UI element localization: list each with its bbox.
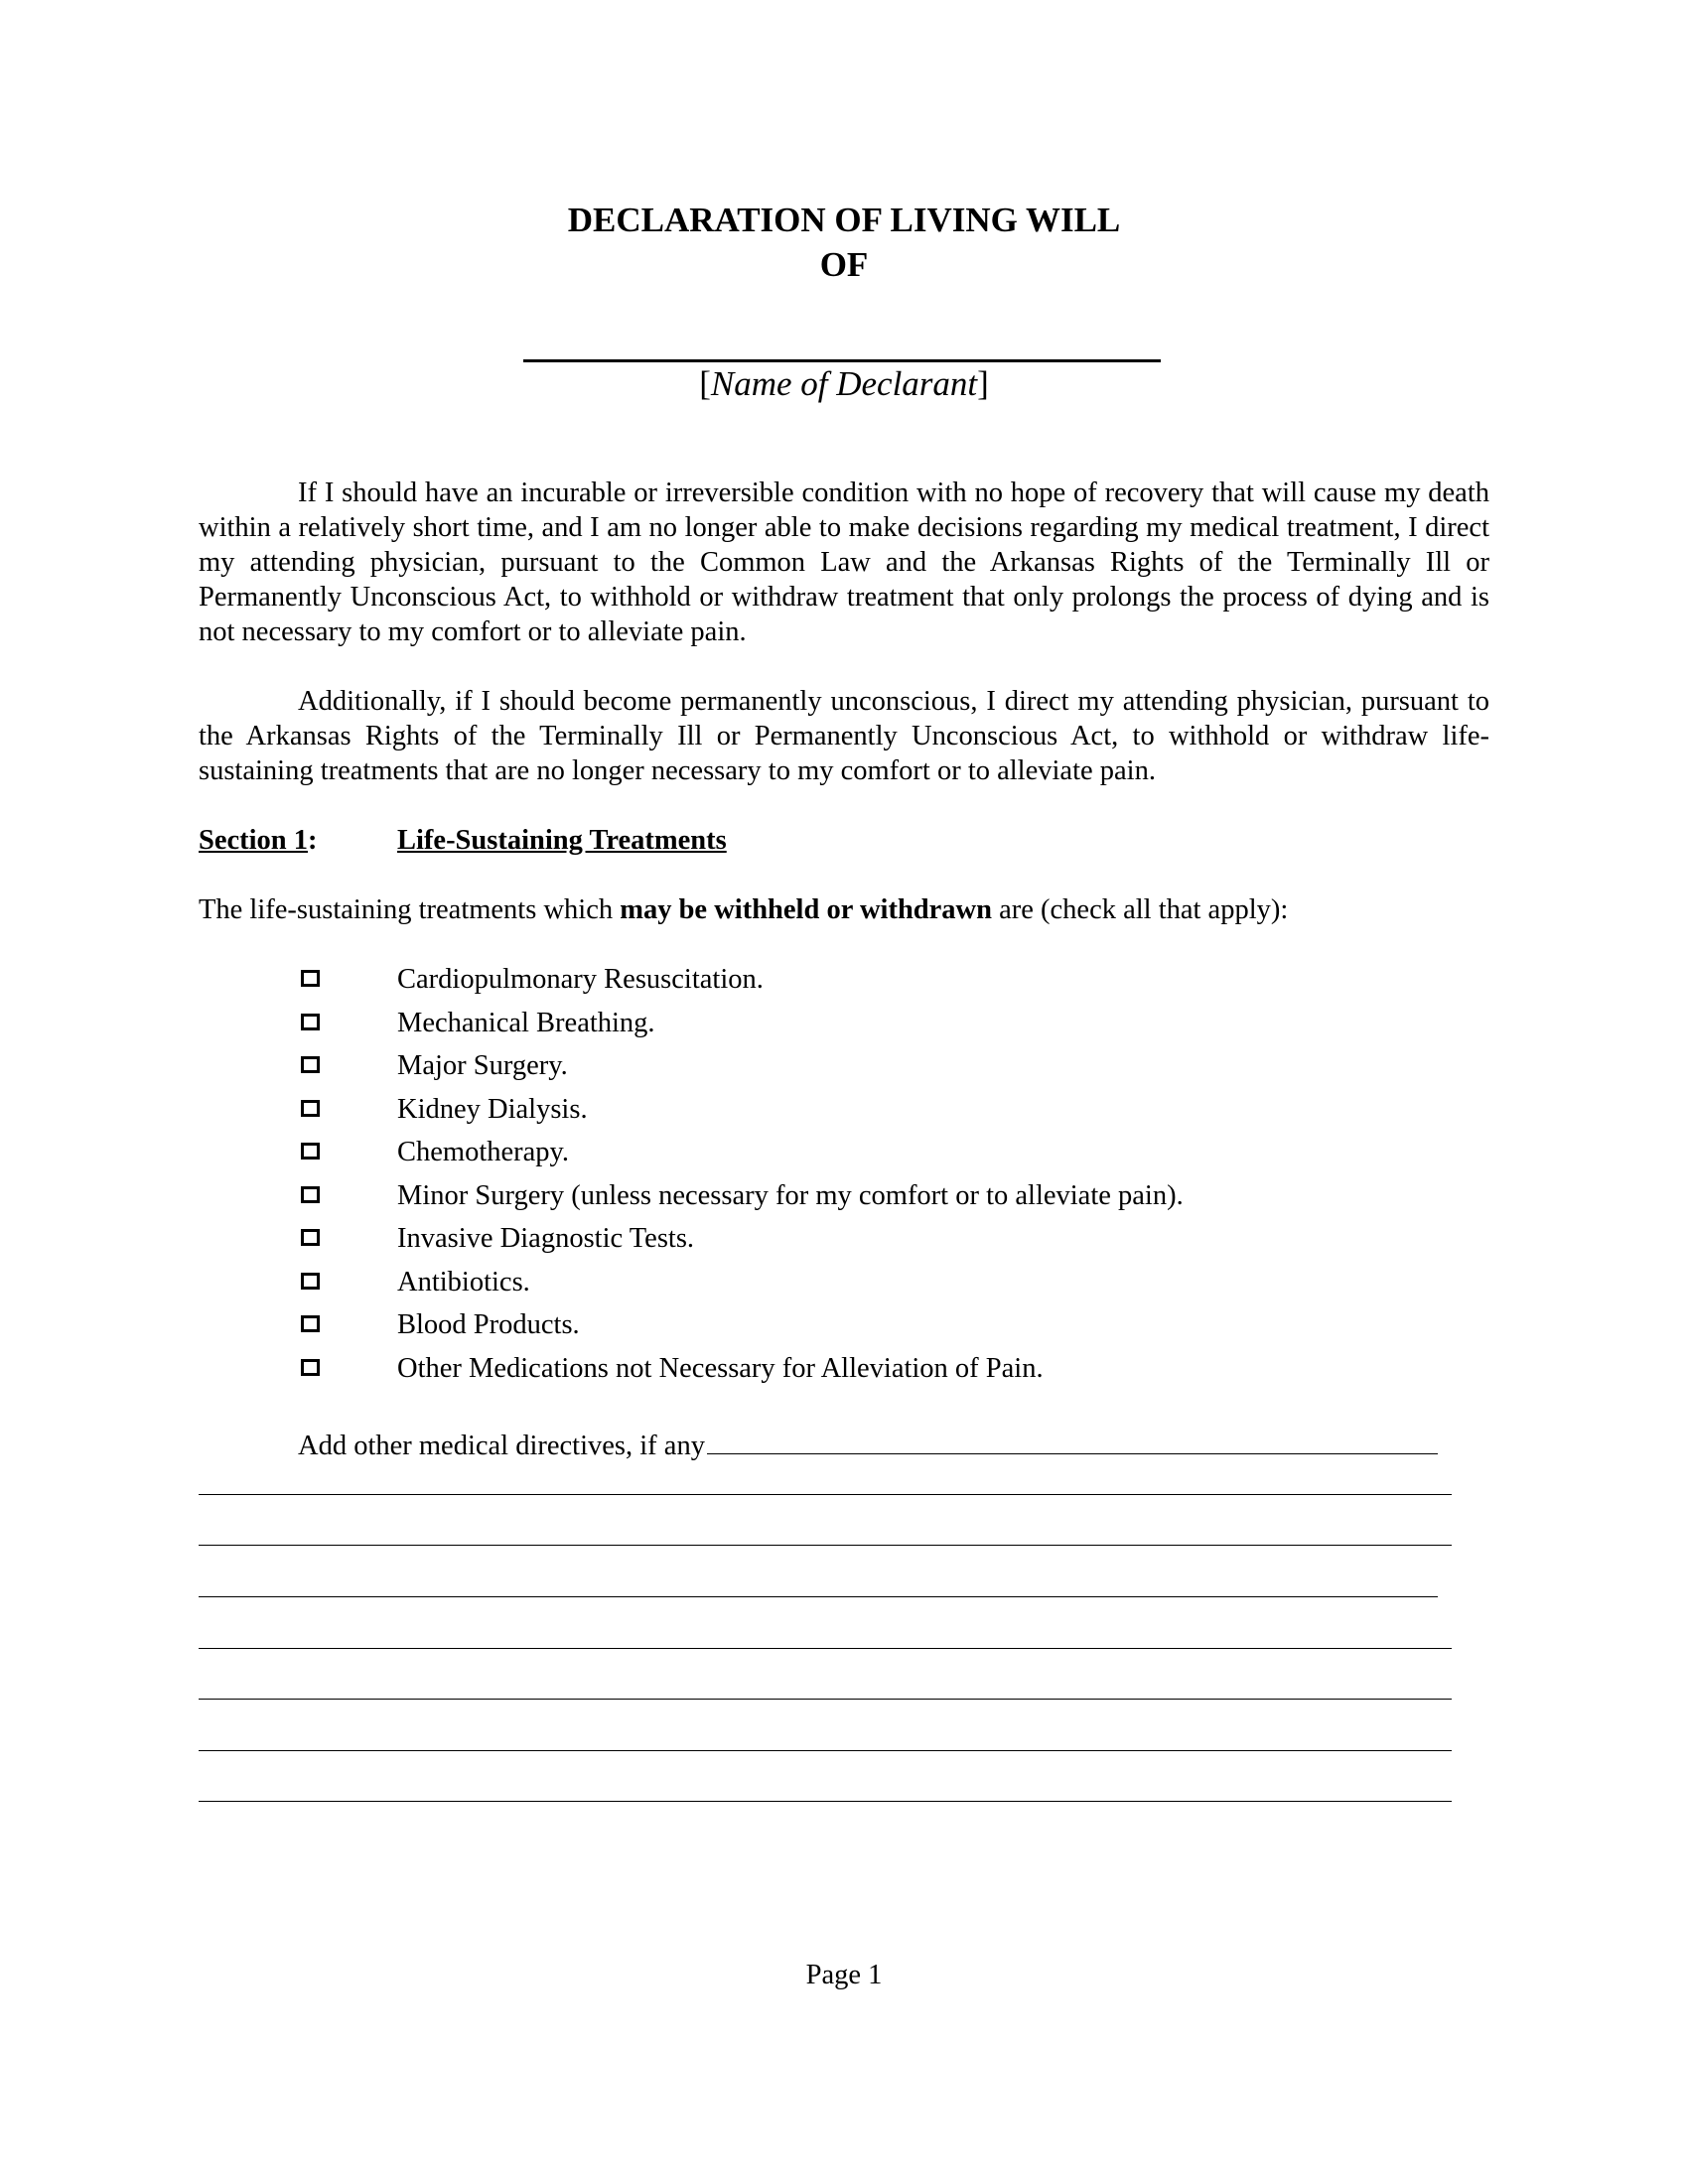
treatment-checkbox[interactable] [301, 970, 320, 987]
directives-fill-line[interactable] [199, 1596, 1438, 1597]
document-title-of: OF [819, 245, 869, 284]
directives-fill-line[interactable] [199, 1801, 1452, 1802]
paragraph-permanently-unconscious: Additionally, if I should become permanently unconscious, I direct my attending physician, pursuant to the Arkansas Rights of the Terminally Ill or Permanently Unconscious Act, to withhold or withdraw life-sustaining treatments that are no longer necessary to my comfort or to alleviate pain. [199, 686, 1489, 786]
treatment-checkbox[interactable] [301, 1100, 320, 1117]
section-1-colon: : [308, 825, 318, 856]
directives-fill-line[interactable] [199, 1750, 1452, 1751]
treatment-label: Blood Products. [397, 1309, 580, 1340]
treatment-label: Chemotherapy. [397, 1137, 570, 1167]
treatment-label: Mechanical Breathing. [397, 1007, 655, 1038]
intro-text-bold: may be withheld or withdrawn [620, 894, 992, 925]
treatment-label: Antibiotics. [397, 1266, 530, 1297]
other-directives-label: Add other medical directives, if any [298, 1431, 705, 1461]
treatment-label: Kidney Dialysis. [397, 1093, 588, 1125]
treatments-intro [199, 892, 1288, 927]
directives-fill-line[interactable] [199, 1648, 1452, 1649]
section-1-title: Life-Sustaining Treatments [397, 825, 727, 856]
section-1-heading [199, 823, 727, 858]
declarant-name-label-text: Name of Declarant [710, 364, 978, 403]
intro-text-after: are (check all that apply): [991, 894, 1289, 925]
treatment-checkbox[interactable] [301, 1014, 320, 1030]
treatment-label: Cardiopulmonary Resuscitation. [397, 964, 764, 995]
treatment-checkbox[interactable] [301, 1229, 320, 1246]
treatment-label: Other Medications not Necessary for Alleviation of Pain. [397, 1352, 1044, 1384]
directives-fill-line[interactable] [199, 1494, 1452, 1495]
document-title: DECLARATION OF LIVING WILL [567, 201, 1121, 239]
paragraph-terminal-condition: If I should have an incurable or irreversible condition with no hope of recovery that will cause my death within a relatively short time, and I am no longer able to make decisions regarding my medical treatment, I direct my attending physician, pursuant to the Common Law and the Arkansas Rights of the Terminally Ill or Permanently Unconscious Act, to withhold or withdraw treatment that only prolongs the process of dying and is not necessary to my comfort or to alleviate pain. [199, 478, 1489, 647]
other-directives-blank[interactable] [707, 1453, 1438, 1454]
treatment-checkbox[interactable] [301, 1273, 320, 1290]
treatment-checkbox[interactable] [301, 1359, 320, 1376]
declarant-name-label: [Name of Declarant] [699, 364, 989, 403]
treatment-checkbox[interactable] [301, 1186, 320, 1203]
section-1-number: Section 1 [199, 825, 309, 856]
treatment-checkbox[interactable] [301, 1315, 320, 1332]
treatment-checkbox[interactable] [301, 1056, 320, 1073]
page-number: Page 1 [805, 1960, 883, 1990]
directives-fill-line[interactable] [199, 1545, 1452, 1546]
treatment-label: Major Surgery. [397, 1050, 568, 1081]
treatment-label: Invasive Diagnostic Tests. [397, 1223, 695, 1254]
other-directives-prompt [298, 1429, 1438, 1463]
treatment-checkbox[interactable] [301, 1143, 320, 1160]
intro-text-before: The life-sustaining treatments which [199, 894, 621, 925]
treatment-label: Minor Surgery (unless necessary for my comfort or to alleviate pain). [397, 1179, 1184, 1211]
directives-fill-line[interactable] [199, 1699, 1452, 1700]
